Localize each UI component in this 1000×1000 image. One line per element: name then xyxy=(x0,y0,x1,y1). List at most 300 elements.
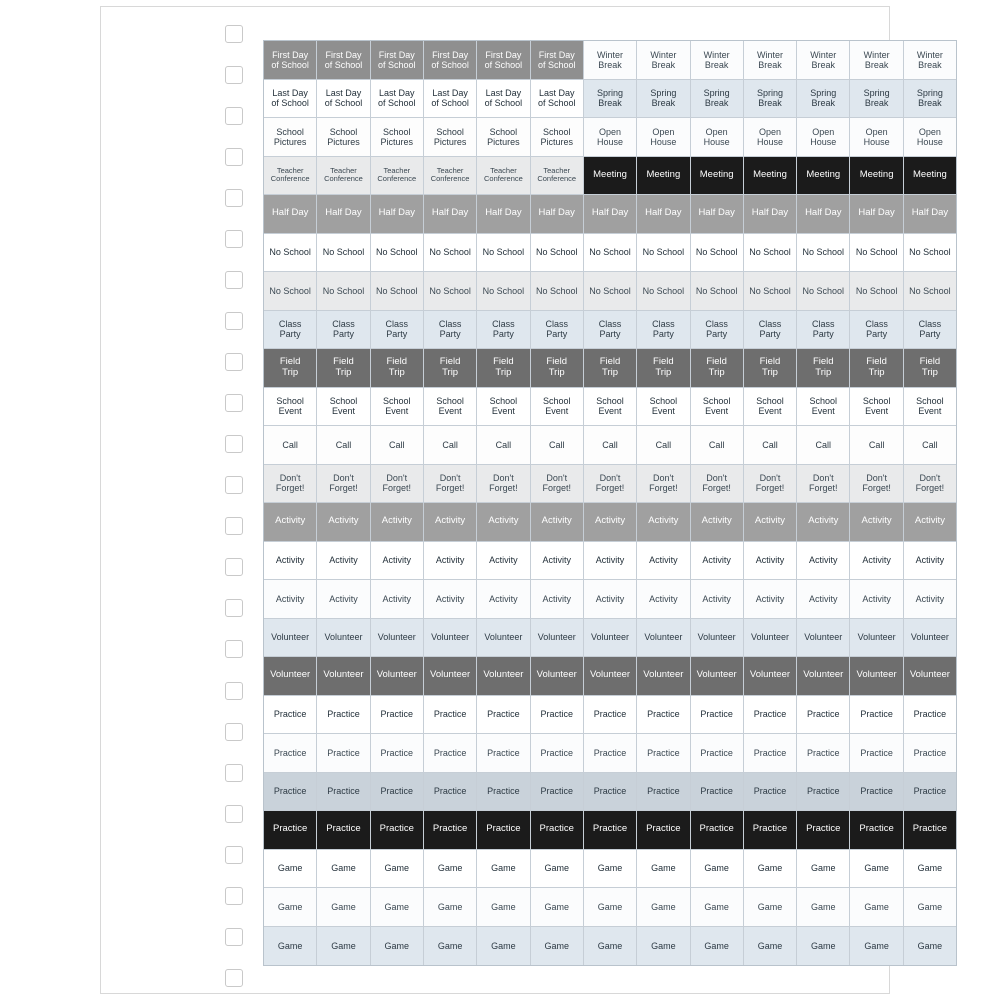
sticker-cell[interactable] xyxy=(531,118,584,157)
sticker-cell[interactable] xyxy=(477,41,530,80)
sticker-cell[interactable] xyxy=(904,426,956,465)
sticker-cell[interactable] xyxy=(264,388,317,427)
sticker-cell[interactable] xyxy=(477,388,530,427)
sticker-cell[interactable] xyxy=(584,311,637,350)
sticker-cell[interactable] xyxy=(691,157,744,196)
sticker-cell[interactable] xyxy=(797,619,850,658)
sticker-cell[interactable] xyxy=(691,888,744,927)
sticker-cell[interactable] xyxy=(531,157,584,196)
sticker-cell[interactable] xyxy=(264,426,317,465)
sticker-cell[interactable] xyxy=(850,580,903,619)
sticker-cell[interactable] xyxy=(850,773,903,812)
sticker-cell[interactable] xyxy=(850,619,903,658)
sticker-cell[interactable] xyxy=(477,773,530,812)
sticker-cell[interactable] xyxy=(691,426,744,465)
sticker-cell[interactable] xyxy=(691,580,744,619)
sticker-cell[interactable] xyxy=(264,619,317,658)
sticker-cell[interactable] xyxy=(691,657,744,696)
sticker-cell[interactable] xyxy=(850,850,903,889)
sticker-cell[interactable] xyxy=(691,234,744,273)
sticker-cell[interactable] xyxy=(691,388,744,427)
sticker-cell[interactable] xyxy=(317,234,370,273)
sticker-cell[interactable] xyxy=(797,773,850,812)
sticker-cell[interactable] xyxy=(584,619,637,658)
sticker-cell[interactable] xyxy=(531,657,584,696)
sticker-cell[interactable] xyxy=(317,773,370,812)
sticker-cell[interactable] xyxy=(317,426,370,465)
sticker-cell[interactable] xyxy=(317,465,370,504)
sticker-cell[interactable] xyxy=(477,811,530,850)
sticker-cell[interactable] xyxy=(477,888,530,927)
sticker-cell[interactable] xyxy=(850,927,903,966)
sticker-cell[interactable] xyxy=(477,542,530,581)
sticker-cell[interactable] xyxy=(797,80,850,119)
sticker-cell[interactable] xyxy=(264,927,317,966)
sticker-cell[interactable] xyxy=(317,888,370,927)
sticker-cell[interactable] xyxy=(264,542,317,581)
sticker-cell[interactable] xyxy=(317,80,370,119)
sticker-cell[interactable] xyxy=(477,850,530,889)
sticker-cell[interactable] xyxy=(850,157,903,196)
sticker-cell[interactable] xyxy=(584,580,637,619)
sticker-cell[interactable] xyxy=(531,734,584,773)
sticker-cell[interactable] xyxy=(317,927,370,966)
sticker-cell[interactable] xyxy=(371,195,424,234)
sticker-cell[interactable] xyxy=(797,850,850,889)
sticker-cell[interactable] xyxy=(477,272,530,311)
sticker-cell[interactable] xyxy=(797,349,850,388)
sticker-cell[interactable] xyxy=(904,696,956,735)
sticker-cell[interactable] xyxy=(637,41,690,80)
sticker-cell[interactable] xyxy=(317,272,370,311)
sticker-cell[interactable] xyxy=(691,619,744,658)
sticker-cell[interactable] xyxy=(637,465,690,504)
sticker-cell[interactable] xyxy=(317,657,370,696)
sticker-cell[interactable] xyxy=(744,195,797,234)
sticker-cell[interactable] xyxy=(371,503,424,542)
sticker-cell[interactable] xyxy=(424,195,477,234)
sticker-cell[interactable] xyxy=(317,388,370,427)
sticker-cell[interactable] xyxy=(637,542,690,581)
sticker-cell[interactable] xyxy=(797,811,850,850)
sticker-cell[interactable] xyxy=(371,580,424,619)
sticker-cell[interactable] xyxy=(584,272,637,311)
sticker-cell[interactable] xyxy=(850,118,903,157)
sticker-cell[interactable] xyxy=(584,542,637,581)
sticker-cell[interactable] xyxy=(904,773,956,812)
sticker-cell[interactable] xyxy=(691,272,744,311)
sticker-cell[interactable] xyxy=(744,696,797,735)
sticker-cell[interactable] xyxy=(317,850,370,889)
sticker-cell[interactable] xyxy=(477,734,530,773)
sticker-cell[interactable] xyxy=(371,850,424,889)
sticker-cell[interactable] xyxy=(904,349,956,388)
sticker-cell[interactable] xyxy=(424,619,477,658)
sticker-cell[interactable] xyxy=(264,888,317,927)
sticker-cell[interactable] xyxy=(691,503,744,542)
sticker-cell[interactable] xyxy=(904,311,956,350)
sticker-cell[interactable] xyxy=(371,388,424,427)
sticker-cell[interactable] xyxy=(797,234,850,273)
sticker-cell[interactable] xyxy=(584,850,637,889)
sticker-cell[interactable] xyxy=(637,234,690,273)
sticker-cell[interactable] xyxy=(317,311,370,350)
sticker-cell[interactable] xyxy=(637,811,690,850)
sticker-cell[interactable] xyxy=(531,311,584,350)
sticker-cell[interactable] xyxy=(264,157,317,196)
sticker-cell[interactable] xyxy=(531,927,584,966)
sticker-cell[interactable] xyxy=(371,118,424,157)
sticker-cell[interactable] xyxy=(424,657,477,696)
sticker-cell[interactable] xyxy=(850,888,903,927)
sticker-cell[interactable] xyxy=(317,580,370,619)
sticker-cell[interactable] xyxy=(477,157,530,196)
sticker-cell[interactable] xyxy=(424,580,477,619)
sticker-cell[interactable] xyxy=(691,349,744,388)
sticker-cell[interactable] xyxy=(317,734,370,773)
sticker-cell[interactable] xyxy=(797,657,850,696)
sticker-cell[interactable] xyxy=(904,657,956,696)
sticker-cell[interactable] xyxy=(264,311,317,350)
sticker-cell[interactable] xyxy=(264,657,317,696)
sticker-cell[interactable] xyxy=(904,272,956,311)
sticker-cell[interactable] xyxy=(371,272,424,311)
sticker-cell[interactable] xyxy=(637,619,690,658)
sticker-cell[interactable] xyxy=(424,773,477,812)
sticker-cell[interactable] xyxy=(317,157,370,196)
sticker-cell[interactable] xyxy=(797,888,850,927)
sticker-cell[interactable] xyxy=(584,927,637,966)
sticker-cell[interactable] xyxy=(317,619,370,658)
sticker-cell[interactable] xyxy=(264,580,317,619)
sticker-cell[interactable] xyxy=(317,195,370,234)
sticker-cell[interactable] xyxy=(584,503,637,542)
sticker-cell[interactable] xyxy=(637,657,690,696)
sticker-cell[interactable] xyxy=(317,118,370,157)
sticker-cell[interactable] xyxy=(371,80,424,119)
sticker-cell[interactable] xyxy=(531,80,584,119)
sticker-cell[interactable] xyxy=(744,41,797,80)
sticker-cell[interactable] xyxy=(850,811,903,850)
sticker-cell[interactable] xyxy=(904,157,956,196)
sticker-cell[interactable] xyxy=(904,927,956,966)
sticker-cell[interactable] xyxy=(477,657,530,696)
sticker-cell[interactable] xyxy=(904,734,956,773)
sticker-cell[interactable] xyxy=(744,773,797,812)
sticker-cell[interactable] xyxy=(371,41,424,80)
sticker-cell[interactable] xyxy=(264,41,317,80)
sticker-cell[interactable] xyxy=(477,234,530,273)
sticker-cell[interactable] xyxy=(371,426,424,465)
sticker-cell[interactable] xyxy=(424,41,477,80)
sticker-cell[interactable] xyxy=(691,927,744,966)
sticker-cell[interactable] xyxy=(424,311,477,350)
sticker-cell[interactable] xyxy=(691,195,744,234)
sticker-cell[interactable] xyxy=(424,811,477,850)
sticker-cell[interactable] xyxy=(477,696,530,735)
sticker-cell[interactable] xyxy=(584,118,637,157)
sticker-cell[interactable] xyxy=(744,118,797,157)
sticker-cell[interactable] xyxy=(744,734,797,773)
sticker-cell[interactable] xyxy=(264,773,317,812)
sticker-cell[interactable] xyxy=(744,388,797,427)
sticker-cell[interactable] xyxy=(637,734,690,773)
sticker-cell[interactable] xyxy=(531,850,584,889)
sticker-cell[interactable] xyxy=(424,80,477,119)
sticker-cell[interactable] xyxy=(744,888,797,927)
sticker-cell[interactable] xyxy=(317,349,370,388)
sticker-cell[interactable] xyxy=(904,41,956,80)
sticker-cell[interactable] xyxy=(744,657,797,696)
sticker-cell[interactable] xyxy=(744,927,797,966)
sticker-cell[interactable] xyxy=(797,542,850,581)
sticker-cell[interactable] xyxy=(424,426,477,465)
sticker-cell[interactable] xyxy=(531,580,584,619)
sticker-cell[interactable] xyxy=(584,657,637,696)
sticker-cell[interactable] xyxy=(424,118,477,157)
sticker-cell[interactable] xyxy=(317,503,370,542)
sticker-cell[interactable] xyxy=(317,41,370,80)
sticker-cell[interactable] xyxy=(531,503,584,542)
sticker-cell[interactable] xyxy=(850,465,903,504)
sticker-cell[interactable] xyxy=(477,580,530,619)
sticker-cell[interactable] xyxy=(797,41,850,80)
sticker-cell[interactable] xyxy=(317,811,370,850)
sticker-cell[interactable] xyxy=(797,927,850,966)
sticker-cell[interactable] xyxy=(691,734,744,773)
sticker-cell[interactable] xyxy=(264,503,317,542)
sticker-cell[interactable] xyxy=(424,542,477,581)
sticker-cell[interactable] xyxy=(904,80,956,119)
sticker-cell[interactable] xyxy=(850,388,903,427)
sticker-cell[interactable] xyxy=(477,80,530,119)
sticker-cell[interactable] xyxy=(584,426,637,465)
sticker-cell[interactable] xyxy=(371,888,424,927)
sticker-cell[interactable] xyxy=(904,850,956,889)
sticker-cell[interactable] xyxy=(477,311,530,350)
sticker-cell[interactable] xyxy=(371,311,424,350)
sticker-cell[interactable] xyxy=(584,888,637,927)
sticker-cell[interactable] xyxy=(584,696,637,735)
sticker-cell[interactable] xyxy=(637,272,690,311)
sticker-cell[interactable] xyxy=(531,542,584,581)
sticker-cell[interactable] xyxy=(797,195,850,234)
sticker-cell[interactable] xyxy=(691,850,744,889)
sticker-cell[interactable] xyxy=(797,734,850,773)
sticker-cell[interactable] xyxy=(477,426,530,465)
sticker-cell[interactable] xyxy=(744,349,797,388)
sticker-cell[interactable] xyxy=(691,773,744,812)
sticker-cell[interactable] xyxy=(744,503,797,542)
sticker-cell[interactable] xyxy=(371,657,424,696)
sticker-cell[interactable] xyxy=(850,41,903,80)
sticker-cell[interactable] xyxy=(797,118,850,157)
sticker-cell[interactable] xyxy=(744,580,797,619)
sticker-cell[interactable] xyxy=(637,157,690,196)
sticker-cell[interactable] xyxy=(424,696,477,735)
sticker-cell[interactable] xyxy=(904,619,956,658)
sticker-cell[interactable] xyxy=(371,696,424,735)
sticker-cell[interactable] xyxy=(850,542,903,581)
sticker-cell[interactable] xyxy=(797,311,850,350)
sticker-cell[interactable] xyxy=(797,388,850,427)
sticker-cell[interactable] xyxy=(691,696,744,735)
sticker-cell[interactable] xyxy=(637,773,690,812)
sticker-cell[interactable] xyxy=(584,234,637,273)
sticker-cell[interactable] xyxy=(584,734,637,773)
sticker-cell[interactable] xyxy=(531,388,584,427)
sticker-cell[interactable] xyxy=(850,272,903,311)
sticker-cell[interactable] xyxy=(637,118,690,157)
sticker-cell[interactable] xyxy=(584,157,637,196)
sticker-cell[interactable] xyxy=(637,388,690,427)
sticker-cell[interactable] xyxy=(531,465,584,504)
sticker-cell[interactable] xyxy=(264,234,317,273)
sticker-cell[interactable] xyxy=(744,272,797,311)
sticker-cell[interactable] xyxy=(744,619,797,658)
sticker-cell[interactable] xyxy=(584,349,637,388)
sticker-cell[interactable] xyxy=(424,503,477,542)
sticker-cell[interactable] xyxy=(637,850,690,889)
sticker-cell[interactable] xyxy=(424,465,477,504)
sticker-cell[interactable] xyxy=(584,195,637,234)
sticker-cell[interactable] xyxy=(904,465,956,504)
sticker-cell[interactable] xyxy=(477,465,530,504)
sticker-cell[interactable] xyxy=(904,888,956,927)
sticker-cell[interactable] xyxy=(691,80,744,119)
sticker-cell[interactable] xyxy=(797,157,850,196)
sticker-cell[interactable] xyxy=(531,696,584,735)
sticker-cell[interactable] xyxy=(637,195,690,234)
sticker-cell[interactable] xyxy=(637,927,690,966)
sticker-cell[interactable] xyxy=(637,349,690,388)
sticker-cell[interactable] xyxy=(637,311,690,350)
sticker-cell[interactable] xyxy=(904,195,956,234)
sticker-cell[interactable] xyxy=(531,234,584,273)
sticker-cell[interactable] xyxy=(637,80,690,119)
sticker-cell[interactable] xyxy=(317,542,370,581)
sticker-cell[interactable] xyxy=(744,157,797,196)
sticker-cell[interactable] xyxy=(371,465,424,504)
sticker-cell[interactable] xyxy=(637,888,690,927)
sticker-cell[interactable] xyxy=(744,311,797,350)
sticker-cell[interactable] xyxy=(371,234,424,273)
sticker-cell[interactable] xyxy=(531,272,584,311)
sticker-cell[interactable] xyxy=(904,118,956,157)
sticker-cell[interactable] xyxy=(531,888,584,927)
sticker-cell[interactable] xyxy=(904,580,956,619)
sticker-cell[interactable] xyxy=(850,657,903,696)
sticker-cell[interactable] xyxy=(424,388,477,427)
sticker-cell[interactable] xyxy=(850,80,903,119)
sticker-cell[interactable] xyxy=(691,41,744,80)
sticker-cell[interactable] xyxy=(531,349,584,388)
sticker-cell[interactable] xyxy=(531,811,584,850)
sticker-cell[interactable] xyxy=(584,811,637,850)
sticker-cell[interactable] xyxy=(797,426,850,465)
sticker-cell[interactable] xyxy=(850,696,903,735)
sticker-cell[interactable] xyxy=(424,927,477,966)
sticker-cell[interactable] xyxy=(477,619,530,658)
sticker-cell[interactable] xyxy=(797,272,850,311)
sticker-cell[interactable] xyxy=(584,388,637,427)
sticker-cell[interactable] xyxy=(797,465,850,504)
sticker-cell[interactable] xyxy=(691,811,744,850)
sticker-cell[interactable] xyxy=(531,773,584,812)
sticker-cell[interactable] xyxy=(904,542,956,581)
sticker-cell[interactable] xyxy=(850,734,903,773)
sticker-cell[interactable] xyxy=(477,349,530,388)
sticker-cell[interactable] xyxy=(424,157,477,196)
sticker-cell[interactable] xyxy=(744,80,797,119)
sticker-cell[interactable] xyxy=(744,426,797,465)
sticker-cell[interactable] xyxy=(691,311,744,350)
sticker-cell[interactable] xyxy=(264,696,317,735)
sticker-cell[interactable] xyxy=(424,850,477,889)
sticker-cell[interactable] xyxy=(264,850,317,889)
sticker-cell[interactable] xyxy=(744,234,797,273)
sticker-cell[interactable] xyxy=(691,542,744,581)
sticker-cell[interactable] xyxy=(264,811,317,850)
sticker-cell[interactable] xyxy=(797,696,850,735)
sticker-cell[interactable] xyxy=(424,234,477,273)
sticker-cell[interactable] xyxy=(531,619,584,658)
sticker-cell[interactable] xyxy=(904,234,956,273)
sticker-cell[interactable] xyxy=(477,195,530,234)
sticker-cell[interactable] xyxy=(850,349,903,388)
sticker-cell[interactable] xyxy=(477,503,530,542)
sticker-cell[interactable] xyxy=(264,272,317,311)
sticker-cell[interactable] xyxy=(371,157,424,196)
sticker-cell[interactable] xyxy=(637,696,690,735)
sticker-cell[interactable] xyxy=(850,426,903,465)
sticker-cell[interactable] xyxy=(904,503,956,542)
sticker-cell[interactable] xyxy=(371,811,424,850)
sticker-cell[interactable] xyxy=(904,811,956,850)
sticker-cell[interactable] xyxy=(371,773,424,812)
sticker-cell[interactable] xyxy=(264,734,317,773)
sticker-cell[interactable] xyxy=(744,542,797,581)
sticker-cell[interactable] xyxy=(637,503,690,542)
sticker-cell[interactable] xyxy=(371,619,424,658)
sticker-cell[interactable] xyxy=(850,503,903,542)
sticker-cell[interactable] xyxy=(371,734,424,773)
sticker-cell[interactable] xyxy=(264,195,317,234)
sticker-cell[interactable] xyxy=(637,426,690,465)
sticker-cell[interactable] xyxy=(584,465,637,504)
sticker-cell[interactable] xyxy=(531,426,584,465)
sticker-cell[interactable] xyxy=(637,580,690,619)
sticker-cell[interactable] xyxy=(584,41,637,80)
sticker-cell[interactable] xyxy=(424,888,477,927)
sticker-cell[interactable] xyxy=(477,927,530,966)
sticker-cell[interactable] xyxy=(744,850,797,889)
sticker-cell[interactable] xyxy=(691,118,744,157)
sticker-cell[interactable] xyxy=(744,465,797,504)
sticker-cell[interactable] xyxy=(264,465,317,504)
sticker-cell[interactable] xyxy=(371,542,424,581)
sticker-cell[interactable] xyxy=(317,696,370,735)
sticker-cell[interactable] xyxy=(744,811,797,850)
sticker-cell[interactable] xyxy=(264,349,317,388)
sticker-cell[interactable] xyxy=(850,311,903,350)
sticker-cell[interactable] xyxy=(797,503,850,542)
sticker-cell[interactable] xyxy=(371,349,424,388)
sticker-cell[interactable] xyxy=(424,734,477,773)
sticker-cell[interactable] xyxy=(584,773,637,812)
sticker-cell[interactable] xyxy=(264,118,317,157)
sticker-cell[interactable] xyxy=(424,272,477,311)
